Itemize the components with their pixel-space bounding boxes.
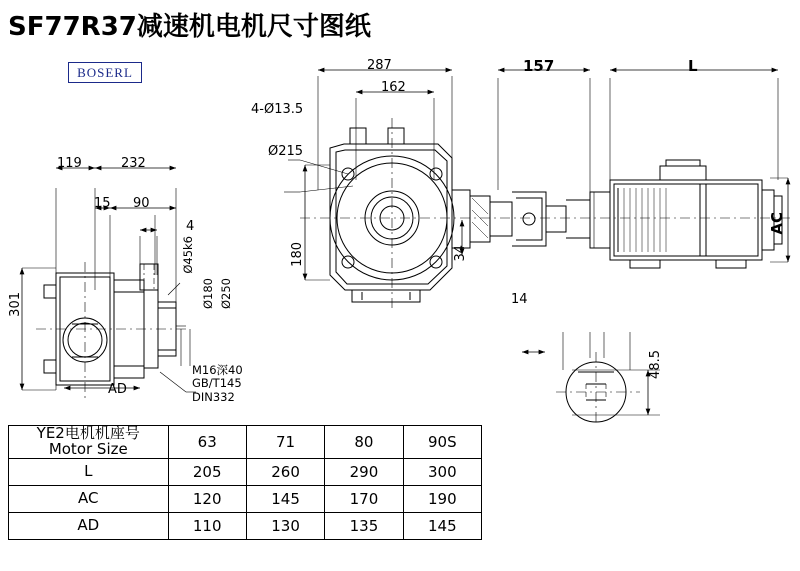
note-flange-250: Ø250 <box>219 278 233 310</box>
dim-left-4: 4 <box>186 219 195 234</box>
table-row <box>9 485 482 512</box>
dim-center-180: 180 <box>290 242 305 267</box>
table-header-label-en: Motor Size <box>48 439 128 458</box>
table-cell: 190 <box>403 485 481 512</box>
dim-left-232: 232 <box>121 156 146 171</box>
note-shaft-45k6: Ø45k6 <box>181 236 195 274</box>
table-cell: 135 <box>325 512 403 539</box>
page-title: SF77R37减速机电机尺寸图纸 <box>8 12 371 42</box>
dim-center-162: 162 <box>381 80 406 95</box>
table-row <box>9 512 482 539</box>
dim-right-AC: AC <box>768 212 786 235</box>
dim-left-301: 301 <box>8 292 23 317</box>
dim-key-14: 14 <box>511 292 528 307</box>
table-row-label: AD <box>9 512 169 539</box>
dim-left-15: 15 <box>94 196 111 211</box>
table-cell: 110 <box>168 512 246 539</box>
dim-center-34: 34 <box>453 245 468 262</box>
dim-center-d215: Ø215 <box>268 144 304 159</box>
table-cell: 290 <box>325 458 403 485</box>
note-m16-depth: M16深40 <box>192 363 243 377</box>
note-gbt145: GB/T145 <box>192 376 242 390</box>
table-header-label-cn: YE2电机机座号 <box>36 424 140 442</box>
table-cell: 145 <box>246 485 324 512</box>
table-cell: 260 <box>246 458 324 485</box>
table-row-label: L <box>9 458 169 485</box>
dim-center-287: 287 <box>367 58 392 73</box>
motor-size-table <box>8 425 482 540</box>
brand-logo: BOSERL <box>68 62 142 83</box>
table-header-label <box>9 426 169 459</box>
table-header-value: 90S <box>403 426 481 459</box>
dim-center-holes: 4-Ø13.5 <box>251 102 304 117</box>
dim-right-157: 157 <box>523 57 555 75</box>
table-cell: 170 <box>325 485 403 512</box>
dim-left-90: 90 <box>133 196 150 211</box>
table-cell: 145 <box>403 512 481 539</box>
note-flange-180: Ø180 <box>201 278 215 310</box>
dim-left-AD: AD <box>108 382 127 397</box>
dim-key-48-5: 48.5 <box>648 350 663 379</box>
table-header-value: 63 <box>168 426 246 459</box>
table-cell: 130 <box>246 512 324 539</box>
table-row-label: AC <box>9 485 169 512</box>
dim-right-L: L <box>688 57 698 75</box>
technical-drawing <box>0 40 800 425</box>
table-header-value: 71 <box>246 426 324 459</box>
note-din332: DIN332 <box>192 390 235 404</box>
table-row <box>9 426 482 459</box>
table-row <box>9 458 482 485</box>
table-cell: 120 <box>168 485 246 512</box>
table-header-value: 80 <box>325 426 403 459</box>
dim-left-119: 119 <box>57 156 82 171</box>
table-cell: 205 <box>168 458 246 485</box>
table-cell: 300 <box>403 458 481 485</box>
